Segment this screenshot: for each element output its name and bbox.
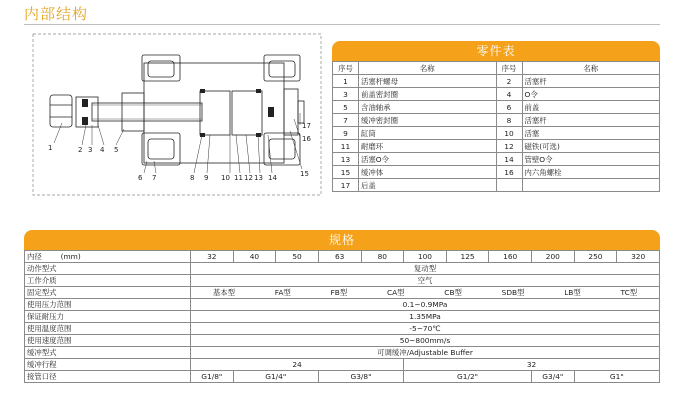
part-name: 磁铁(可选) [522,140,660,153]
callout-15: 15 [300,170,309,178]
parts-table-panel [332,41,660,192]
part-no: 13 [333,153,359,166]
cylinder-cross-section-diagram [32,33,322,196]
table-row [333,140,660,153]
part-name: 缓冲体 [359,166,497,179]
table-row [25,323,660,335]
spec-label: 动作型式 [25,263,191,275]
port-value: G1/8" [191,371,234,383]
spec-label: 固定型式 [25,287,191,299]
part-no: 5 [333,101,359,114]
bore-value: 250 [574,251,617,263]
callout-9: 9 [204,174,209,182]
port-value: G1/2" [404,371,532,383]
part-name: 耐磨环 [359,140,497,153]
bore-value: 40 [233,251,276,263]
part-no: 16 [496,166,522,179]
part-name: 前盖密封圈 [359,88,497,101]
bore-value: 200 [532,251,575,263]
spec-value: 空气 [191,275,660,287]
part-name: 活塞O令 [359,153,497,166]
callout-4: 4 [100,146,105,154]
bore-row [25,251,660,263]
col-header-no: 序号 [496,62,522,75]
mount-type: CB型 [444,287,462,297]
spec-table [24,250,660,383]
bore-value: 80 [361,251,404,263]
stroke-value: 32 [404,359,660,371]
bore-value: 32 [191,251,234,263]
part-name: 缓冲密封圈 [359,114,497,127]
part-no: 10 [496,127,522,140]
port-value: G1/4" [233,371,318,383]
part-name: 后盖 [359,179,497,192]
mount-type: SDB型 [501,287,525,297]
callout-11: 11 [234,174,243,182]
callout-16: 16 [302,135,311,143]
parts-table-title: 零件表 [332,41,660,61]
parts-table [332,61,660,192]
spec-value: 50~800mm/s [191,335,660,347]
bore-label: 内径 [27,251,42,261]
spec-label: 使用压力范围 [25,299,191,311]
title-divider [24,24,660,25]
bore-value: 63 [318,251,361,263]
table-row [25,335,660,347]
mount-type: LB型 [564,287,581,297]
table-row [25,275,660,287]
callout-8: 8 [190,174,195,182]
mount-type: FB型 [330,287,348,297]
part-name [522,179,660,192]
callout-12: 12 [244,174,253,182]
table-row [25,299,660,311]
spec-value: 1.35MPa [191,311,660,323]
spec-label: 工作介质 [25,275,191,287]
part-name: 活塞杆 [522,75,660,88]
part-no [496,179,522,192]
port-value: G3/4" [532,371,575,383]
bore-value: 125 [446,251,489,263]
part-no: 7 [333,114,359,127]
part-no: 8 [496,114,522,127]
callout-14: 14 [268,174,277,182]
table-row [333,101,660,114]
mount-types-cell [191,287,660,299]
section-title: 内部结构 [24,5,89,23]
table-row [25,311,660,323]
table-row [333,153,660,166]
table-row [333,114,660,127]
part-name: 缸筒 [359,127,497,140]
bore-value: 160 [489,251,532,263]
part-name: 含油轴承 [359,101,497,114]
callout-6: 6 [138,174,143,182]
part-no: 3 [333,88,359,101]
bore-label-cell [25,251,191,263]
table-row [333,179,660,192]
part-no: 11 [333,140,359,153]
bore-unit: (mm) [60,251,81,261]
part-name: 活塞杆螺母 [359,75,497,88]
spec-label: 缓冲型式 [25,347,191,359]
part-no: 1 [333,75,359,88]
table-row [25,371,660,383]
part-no: 17 [333,179,359,192]
spec-value: 复动型 [191,263,660,275]
mount-type: FA型 [274,287,291,297]
table-row [333,166,660,179]
port-value: G1" [574,371,659,383]
callout-13: 13 [254,174,263,182]
col-header-no: 序号 [333,62,359,75]
spec-table-panel [24,230,660,383]
part-name: 管壁O令 [522,153,660,166]
mount-type: TC型 [620,287,638,297]
table-row [25,263,660,275]
callout-10: 10 [221,174,230,182]
part-name: 活塞杆 [522,114,660,127]
part-no: 6 [496,101,522,114]
spec-label: 接管口径 [25,371,191,383]
table-row [333,88,660,101]
part-name: 内六角螺栓 [522,166,660,179]
part-no: 2 [496,75,522,88]
part-name: 活塞 [522,127,660,140]
callout-2: 2 [78,146,83,154]
callout-17: 17 [302,122,311,130]
spec-value: -5~70℃ [191,323,660,335]
spec-label: 缓冲行程 [25,359,191,371]
spec-table-title: 规格 [24,230,660,250]
bore-value: 50 [276,251,319,263]
callout-7: 7 [152,174,157,182]
mount-type: CA型 [386,287,405,297]
col-header-name: 名称 [359,62,497,75]
port-value: G3/8" [318,371,403,383]
spec-label: 保证耐压力 [25,311,191,323]
spec-value: 可调缓冲/Adjustable Buffer [191,347,660,359]
part-no: 4 [496,88,522,101]
parts-header-row [333,62,660,75]
table-row [25,347,660,359]
bore-value: 100 [404,251,447,263]
part-name: 前盖 [522,101,660,114]
table-row [25,359,660,371]
bore-value: 320 [617,251,660,263]
mount-type: 基本型 [212,287,236,297]
table-row [25,287,660,299]
table-row [333,75,660,88]
part-no: 12 [496,140,522,153]
table-row [333,127,660,140]
callout-5: 5 [114,146,119,154]
callout-1: 1 [48,144,53,152]
part-no: 14 [496,153,522,166]
spec-value: 0.1~0.9MPa [191,299,660,311]
spec-label: 使用温度范围 [25,323,191,335]
spec-label: 使用速度范围 [25,335,191,347]
part-no: 15 [333,166,359,179]
part-name: O令 [522,88,660,101]
stroke-value: 24 [191,359,404,371]
callout-3: 3 [88,146,93,154]
col-header-name: 名称 [522,62,660,75]
part-no: 9 [333,127,359,140]
